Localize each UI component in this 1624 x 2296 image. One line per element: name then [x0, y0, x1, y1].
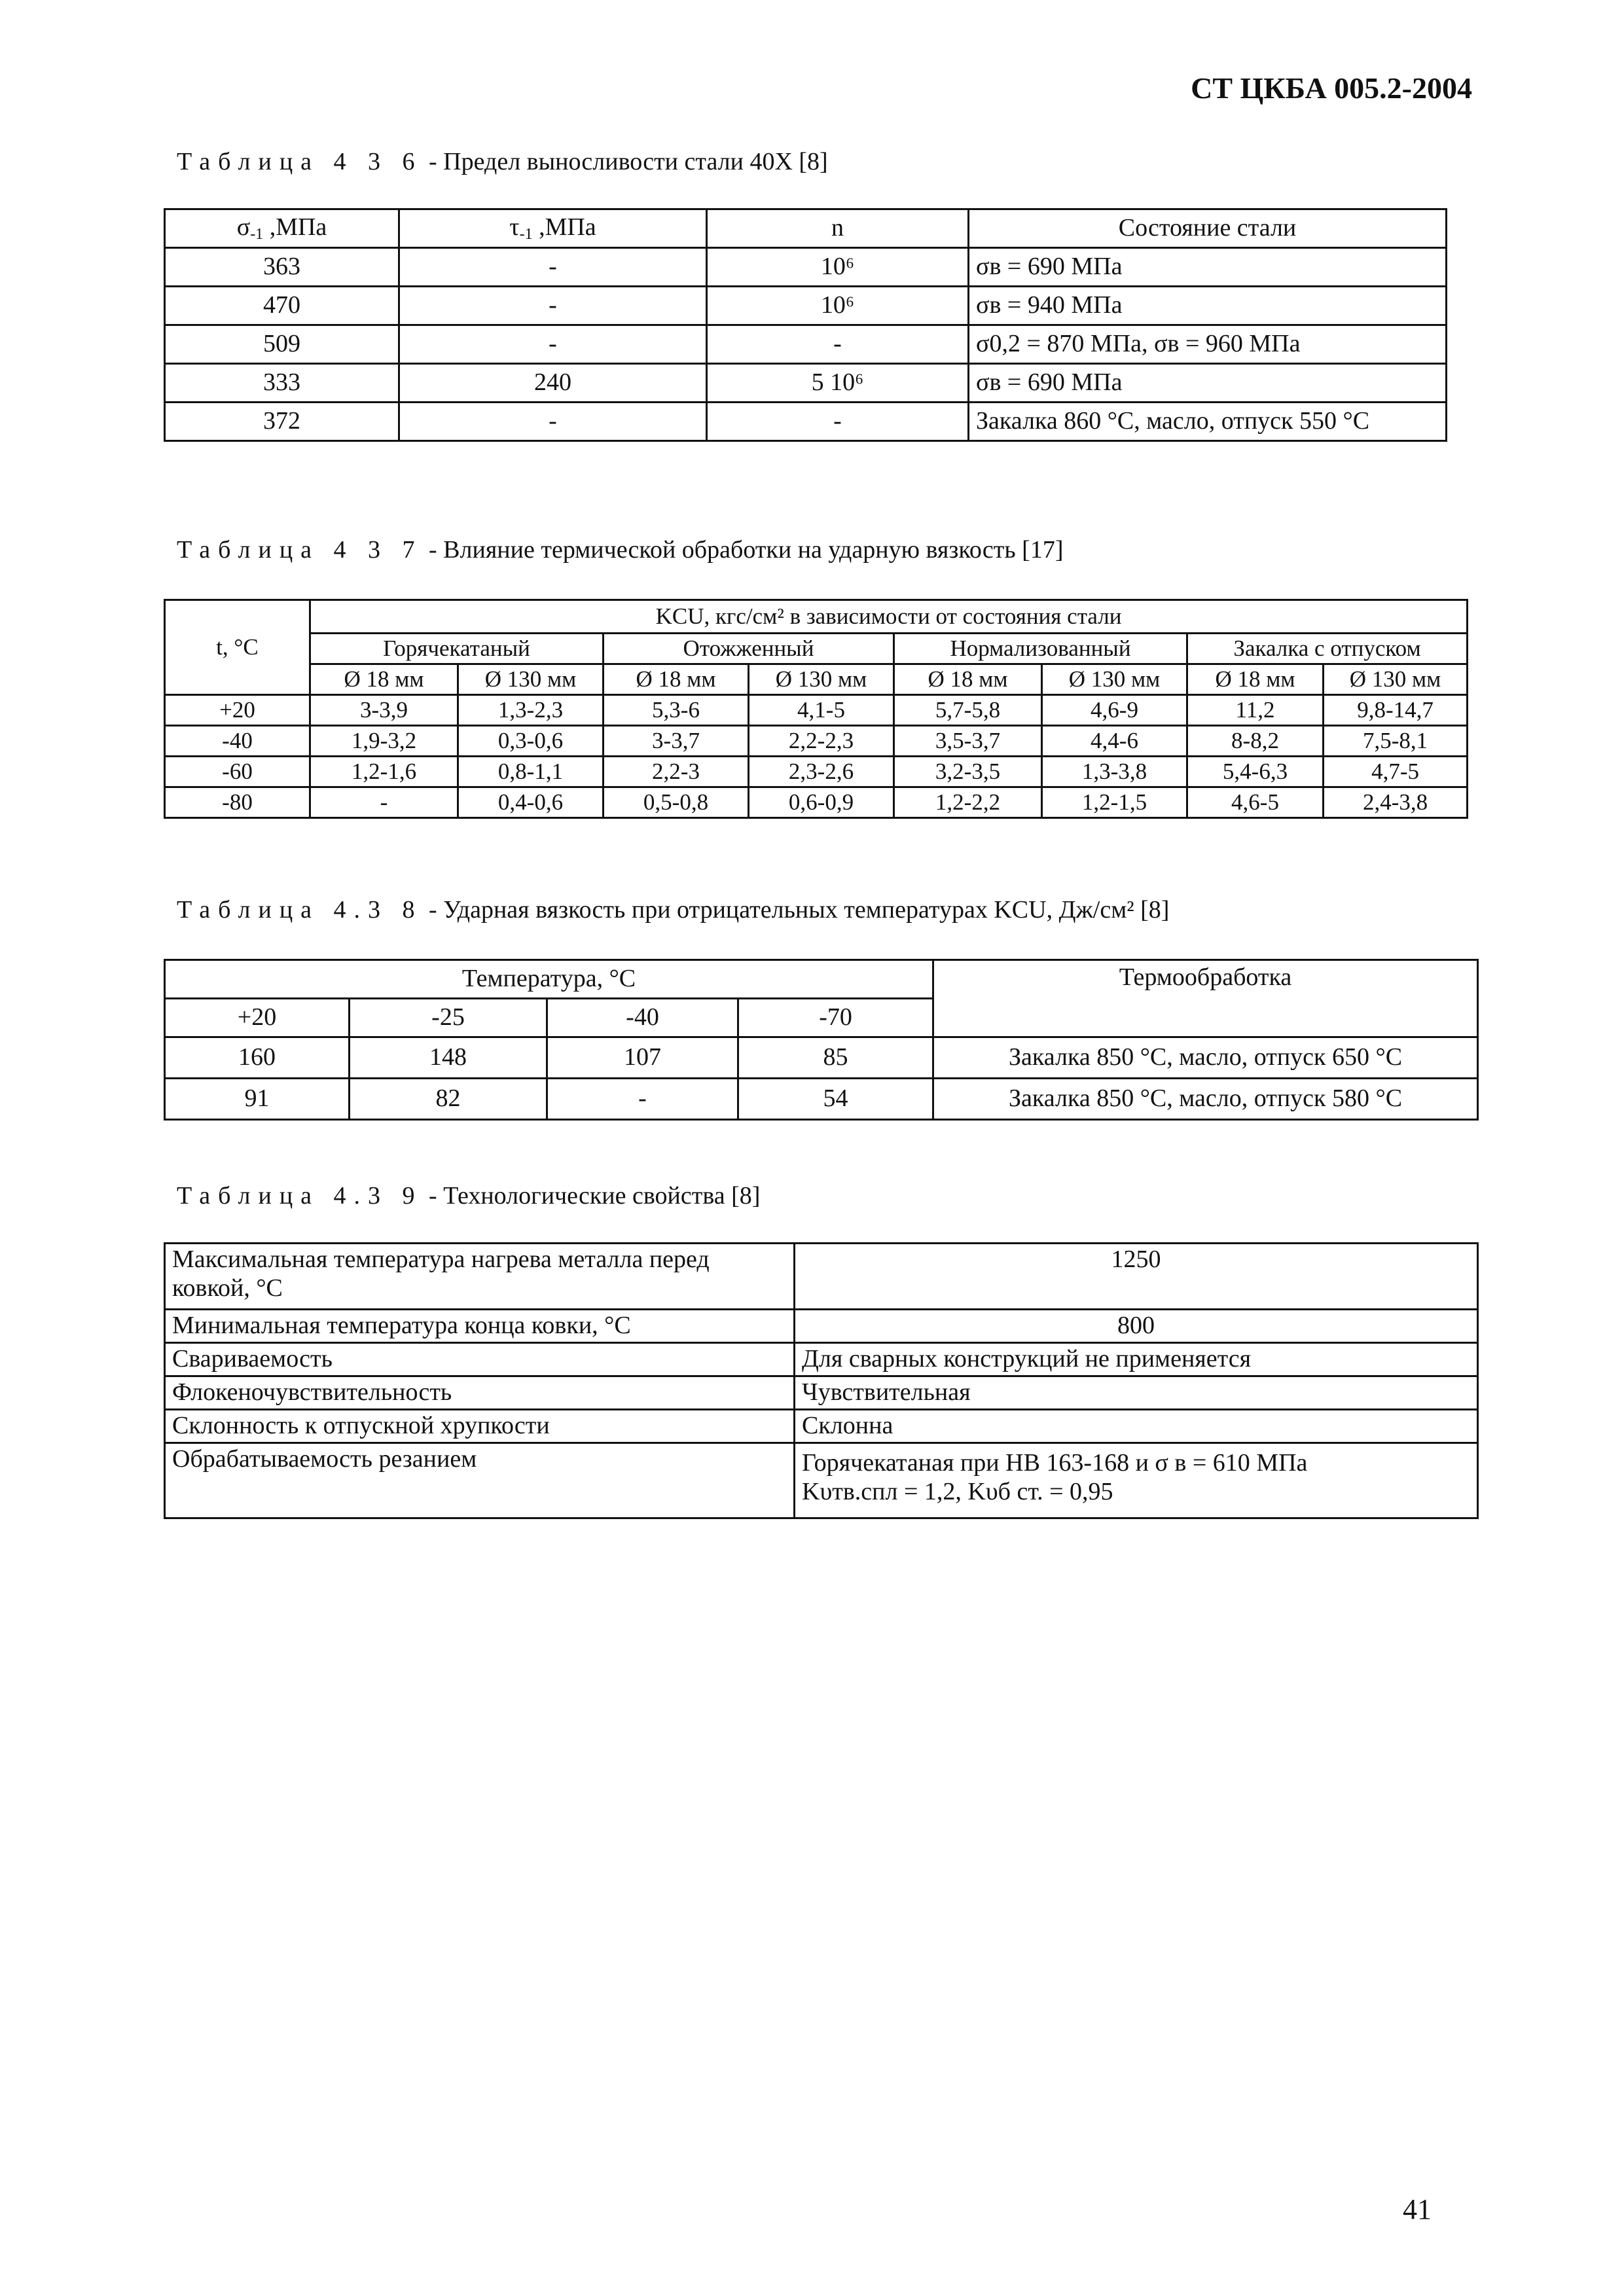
header-size: Ø 130 мм: [1042, 664, 1187, 695]
cell-heat-treatment: Закалка 850 °С, масло, отпуск 650 °С: [933, 1037, 1478, 1079]
cell-value: 5,4-6,3: [1187, 757, 1324, 787]
table-439-caption: [177, 1181, 760, 1210]
table-row: [165, 325, 1447, 364]
cell-temperature: +20: [165, 695, 310, 726]
table-437-caption: [177, 535, 1063, 564]
cell-n: -: [707, 325, 969, 364]
cell-value: 0,4-0,6: [458, 787, 604, 818]
cell-value: 4,7-5: [1324, 757, 1468, 787]
cell-value: 82: [350, 1079, 547, 1120]
table-row: [165, 1376, 1478, 1410]
table-row: [165, 1310, 1478, 1343]
cell-value: 11,2: [1187, 695, 1324, 726]
header-temperature: Температура, °С: [165, 960, 933, 999]
table-438-caption-text: - Ударная вязкость при отрицательных температурах KCU, Дж/см² [8]: [422, 896, 1170, 924]
cell-value: 1,2-1,5: [1042, 787, 1187, 818]
cell-value: 4,6-5: [1187, 787, 1324, 818]
header-normalized: Нормализованный: [894, 634, 1187, 664]
header-tau: $\tau_{-1}$ ,МПа: [399, 209, 707, 248]
property-label: Свариваемость: [165, 1343, 795, 1376]
cell-value: 5,7-5,8: [894, 695, 1042, 726]
table-438-header-1: [165, 960, 1478, 999]
table-437-header-2: [165, 634, 1468, 664]
cell-n: 10⁶: [707, 248, 969, 287]
table-row: [165, 364, 1447, 403]
table-436-caption-label: Таблица 4 3 6: [177, 148, 423, 175]
table-437: [164, 599, 1468, 819]
header-size: Ø 18 мм: [1187, 664, 1324, 695]
machinability-line-2: Kυтв.спл = 1,2, Kυб ст. = 0,95: [802, 1477, 1113, 1505]
table-439: [164, 1242, 1479, 1519]
table-438-caption: [177, 895, 1169, 924]
table-437-caption-label: Таблица 4 3 7: [177, 536, 423, 564]
cell-value: 1,3-2,3: [458, 695, 604, 726]
table-439-caption-text: - Технологические свойства [8]: [422, 1182, 761, 1210]
header-size: Ø 18 мм: [310, 664, 458, 695]
table-row: [165, 403, 1447, 441]
cell-value: 0,8-1,1: [458, 757, 604, 787]
cell-sigma: 372: [165, 403, 399, 441]
cell-value: 148: [350, 1037, 547, 1079]
cell-value: 1,9-3,2: [310, 726, 458, 757]
table-436-caption-text: - Предел выносливости стали 40Х [8]: [422, 148, 828, 175]
cell-value: 5,3-6: [604, 695, 749, 726]
header-size: Ø 130 мм: [749, 664, 894, 695]
table-436-caption: [177, 147, 828, 176]
cell-temperature: -60: [165, 757, 310, 787]
header-sigma: $\sigma_{-1}$ ,МПа: [165, 209, 399, 248]
cell-value: 1,2-1,6: [310, 757, 458, 787]
header-temp-value: -25: [350, 999, 547, 1037]
cell-tau: -: [399, 248, 707, 287]
table-438: [164, 959, 1479, 1121]
machinability-line-1: Горячекатаная при НВ 163-168 и σ в = 610 МПа: [802, 1449, 1308, 1477]
cell-n: -: [707, 403, 969, 441]
header-temp-value: +20: [165, 999, 350, 1037]
cell-value: 85: [738, 1037, 933, 1079]
cell-value: 3,5-3,7: [894, 726, 1042, 757]
table-row: [165, 1037, 1478, 1079]
cell-n: 10⁶: [707, 287, 969, 325]
cell-tau: -: [399, 325, 707, 364]
table-row: [165, 695, 1468, 726]
cell-value: 107: [547, 1037, 738, 1079]
document-code: СТ ЦКБА 005.2-2004: [1191, 71, 1472, 105]
header-size: Ø 18 мм: [894, 664, 1042, 695]
property-value: Склонна: [795, 1410, 1478, 1443]
property-label: Максимальная температура нагрева металла перед ковкой, °С: [165, 1244, 795, 1310]
table-436-header: [165, 209, 1447, 248]
cell-value: 160: [165, 1037, 350, 1079]
cell-value: 3-3,9: [310, 695, 458, 726]
table-row: [165, 287, 1447, 325]
property-label: Обрабатываемость резанием: [165, 1443, 795, 1518]
cell-state: σв = 940 МПа: [969, 287, 1447, 325]
cell-sigma: 470: [165, 287, 399, 325]
cell-state: Закалка 860 °С, масло, отпуск 550 °С: [969, 403, 1447, 441]
table-row: [165, 1443, 1478, 1518]
property-label: Склонность к отпускной хрупкости: [165, 1410, 795, 1443]
header-temp-value: -40: [547, 999, 738, 1037]
header-size: Ø 130 мм: [458, 664, 604, 695]
header-hot-rolled: Горячекатаный: [310, 634, 604, 664]
table-row: [165, 757, 1468, 787]
header-size: Ø 18 мм: [604, 664, 749, 695]
header-n: n: [707, 209, 969, 248]
table-row: [165, 1244, 1478, 1310]
table-row: [165, 726, 1468, 757]
property-value: 800: [795, 1310, 1478, 1343]
header-steel-state: Состояние стали: [969, 209, 1447, 248]
table-438-caption-label: Таблица 4.3 8: [177, 896, 423, 924]
cell-value: 4,4-6: [1042, 726, 1187, 757]
cell-sigma: 333: [165, 364, 399, 403]
cell-value: 0,5-0,8: [604, 787, 749, 818]
table-437-header-3: [165, 664, 1468, 695]
header-annealed: Отожженный: [604, 634, 894, 664]
cell-tau: 240: [399, 364, 707, 403]
property-value: Для сварных конструкций не применяется: [795, 1343, 1478, 1376]
cell-value: 0,6-0,9: [749, 787, 894, 818]
cell-tau: -: [399, 287, 707, 325]
page-number: 41: [1403, 2193, 1432, 2225]
cell-value: 9,8-14,7: [1324, 695, 1468, 726]
cell-value: 2,3-2,6: [749, 757, 894, 787]
cell-value: 1,3-3,8: [1042, 757, 1187, 787]
cell-value: 8-8,2: [1187, 726, 1324, 757]
cell-value: 2,2-2,3: [749, 726, 894, 757]
property-value: Чувствительная: [795, 1376, 1478, 1410]
cell-value: 3-3,7: [604, 726, 749, 757]
table-row: [165, 1343, 1478, 1376]
property-value: [795, 1443, 1478, 1518]
cell-value: 7,5-8,1: [1324, 726, 1468, 757]
table-row: [165, 248, 1447, 287]
table-437-caption-text: - Влияние термической обработки на ударную вязкость [17]: [422, 536, 1064, 564]
cell-value: 2,2-3: [604, 757, 749, 787]
cell-state: σв = 690 МПа: [969, 248, 1447, 287]
table-436: [164, 208, 1447, 442]
table-437-header-1: [165, 600, 1468, 634]
header-temp-value: -70: [738, 999, 933, 1037]
cell-value: 1,2-2,2: [894, 787, 1042, 818]
cell-state: σв = 690 МПа: [969, 364, 1447, 403]
cell-sigma: 363: [165, 248, 399, 287]
cell-value: 54: [738, 1079, 933, 1120]
cell-tau: -: [399, 403, 707, 441]
cell-value: -: [547, 1079, 738, 1120]
cell-value: 3,2-3,5: [894, 757, 1042, 787]
property-label: Флокеночувствительность: [165, 1376, 795, 1410]
cell-sigma: 509: [165, 325, 399, 364]
cell-value: 0,3-0,6: [458, 726, 604, 757]
header-kcu: KCU, кгс/см² в зависимости от состояния стали: [310, 600, 1468, 634]
cell-heat-treatment: Закалка 850 °С, масло, отпуск 580 °С: [933, 1079, 1478, 1120]
cell-value: 91: [165, 1079, 350, 1120]
cell-value: 4,1-5: [749, 695, 894, 726]
table-row: [165, 787, 1468, 818]
cell-state: σ0,2 = 870 МПа, σв = 960 МПа: [969, 325, 1447, 364]
header-heat-treatment: Термообработка: [933, 960, 1478, 1037]
cell-value: 4,6-9: [1042, 695, 1187, 726]
header-temperature: t, °С: [165, 600, 310, 695]
header-quench-temper: Закалка с отпуском: [1187, 634, 1468, 664]
cell-value: -: [310, 787, 458, 818]
table-439-caption-label: Таблица 4.3 9: [177, 1182, 423, 1210]
cell-temperature: -40: [165, 726, 310, 757]
cell-n: 5 10⁶: [707, 364, 969, 403]
table-row: [165, 1410, 1478, 1443]
cell-temperature: -80: [165, 787, 310, 818]
header-size: Ø 130 мм: [1324, 664, 1468, 695]
property-label: Минимальная температура конца ковки, °С: [165, 1310, 795, 1343]
property-value: 1250: [795, 1244, 1478, 1310]
table-row: [165, 1079, 1478, 1120]
cell-value: 2,4-3,8: [1324, 787, 1468, 818]
